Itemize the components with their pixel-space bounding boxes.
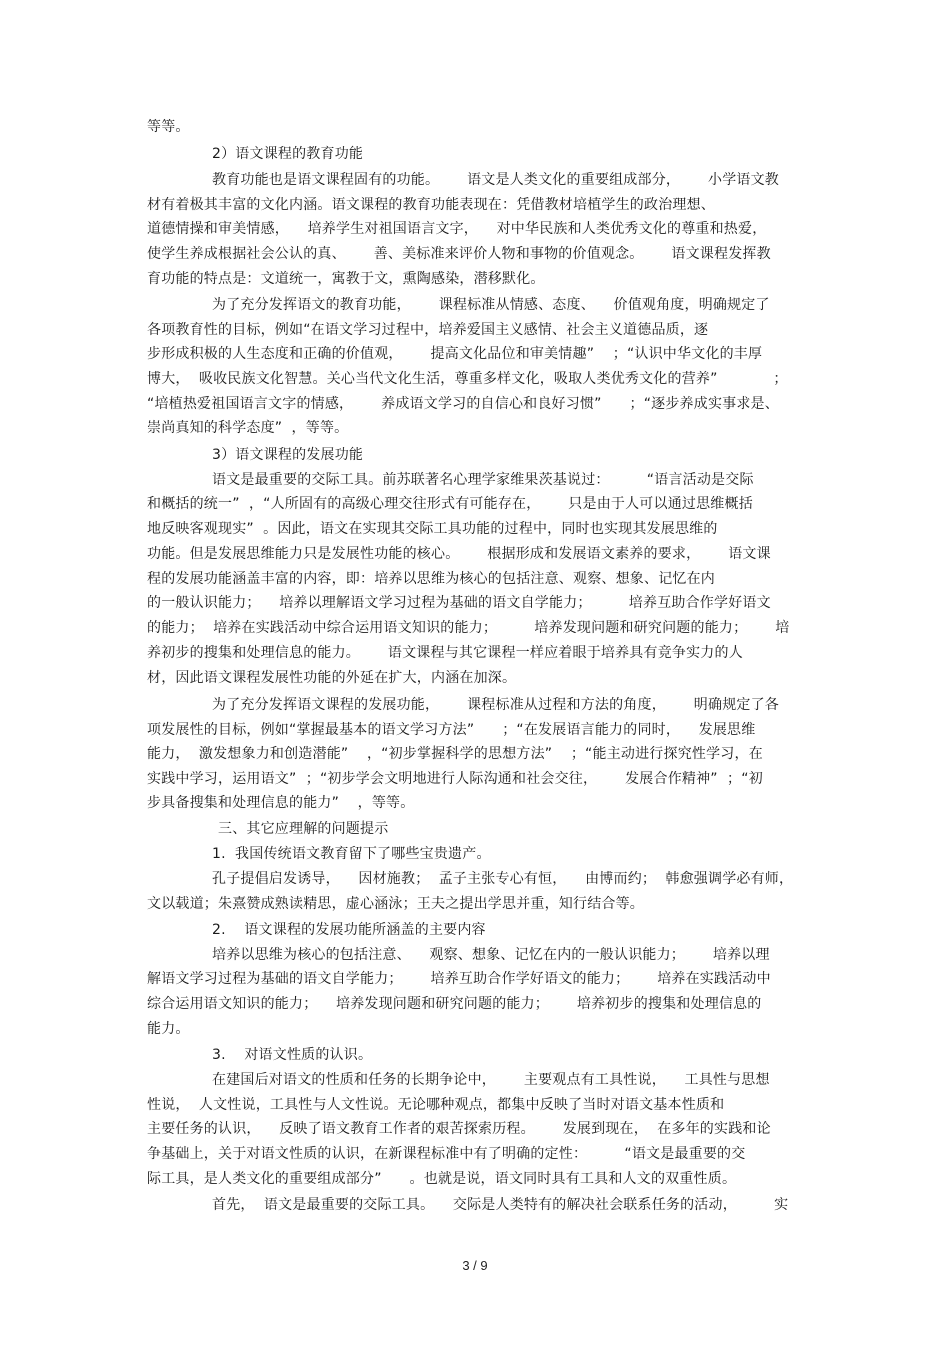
text-line: 的能力； 培养在实践活动中综合运用语文知识的能力； 培养发现问题和研究问题的能力； 培 xyxy=(147,620,790,636)
text-line: 功能。但是发展思维能力只是发展性功能的核心。 根据形成和发展语文素养的要求， 语文课 xyxy=(147,546,771,562)
text-line: 三、其它应理解的问题提示 xyxy=(218,821,389,837)
text-line: 程的发展功能涵盖丰富的内容，即：培养以思维为核心的包括注意、观察、想象、记忆在内 xyxy=(147,571,715,587)
text-line: 能力。 xyxy=(147,1021,190,1037)
text-line: 2）语文课程的教育功能 xyxy=(212,146,364,162)
text-line: 步形成积极的人生态度和正确的价值观， 提高文化品位和审美情趣” ；“认识中华文化的丰厚 xyxy=(147,346,763,362)
text-line: 争基础上，关于对语文性质的认识，在新课程标准中有了明确的定性： “语文是最重要的交 xyxy=(147,1146,746,1162)
text-line: 性说， 人文性说，工具性与人文性说。无论哪种观点，都集中反映了当时对语文基本性质和 xyxy=(147,1097,725,1113)
text-line: 为了充分发挥语文课程的发展功能， 课程标准从过程和方法的角度， 明确规定了各 xyxy=(212,697,779,713)
text-line: 使学生养成根据社会公认的真、 善、美标准来评价人物和事物的价值观念。 语文课程发挥教 xyxy=(147,246,771,262)
text-line: 育功能的特点是：文道统一，寓教于文，熏陶感染，潜移默化。 xyxy=(147,271,545,287)
text-line: 主要任务的认识， 反映了语文教育工作者的艰苦探索历程。 发展到现在， 在多年的实践和论 xyxy=(147,1121,771,1137)
text-line: 和概括的统一” ，“人所固有的高级心理交往形式有可能存在， 只是由于人可以通过思维概括 xyxy=(147,496,753,512)
text-line: 的一般认识能力； 培养以理解语文学习过程为基础的语文自学能力； 培养互助合作学好语文 xyxy=(147,595,771,611)
text-line: 培养以思维为核心的包括注意、 观察、想象、记忆在内的一般认识能力； 培养以理 xyxy=(212,947,770,963)
text-line: 3）语文课程的发展功能 xyxy=(212,447,364,463)
text-line: 崇尚真知的科学态度” ，等等。 xyxy=(147,420,349,436)
text-line: 3. 对语文性质的认识。 xyxy=(212,1047,373,1063)
text-line: 为了充分发挥语文的教育功能， 课程标准从情感、态度、 价值观角度，明确规定了 xyxy=(212,297,770,313)
text-line: 实践中学习，运用语文” ；“初步学会文明地进行人际沟通和社会交往， 发展合作精神” ；“初 xyxy=(147,771,763,787)
page-number: 3 / 9 xyxy=(462,1258,488,1273)
text-line: 解语文学习过程为基础的语文自学能力； 培养互助合作学好语文的能力； 培养在实践活动中 xyxy=(147,971,771,987)
text-line: 语文是最重要的交际工具。前苏联著名心理学家维果茨基说过： “语言活动是交际 xyxy=(212,472,754,488)
text-line: 道德情操和审美情感， 培养学生对祖国语言文字， 对中华民族和人类优秀文化的尊重和热爱， xyxy=(147,221,767,237)
text-line: 养初步的搜集和处理信息的能力。 语文课程与其它课程一样应着眼于培养具有竞争实力的人 xyxy=(147,645,743,661)
text-line: 际工具，是人类文化的重要组成部分” 。也就是说，语文同时具有工具和人文的双重性质。 xyxy=(147,1171,737,1187)
text-line: 各项教育性的目标，例如“在语文学习过程中，培养爱国主义感情、社会主义道德品质，逐 xyxy=(147,322,709,338)
text-line: 孔子提倡启发诱导， 因材施教； 孟子主张专心有恒， 由博而约； 韩愈强调学必有师， xyxy=(212,871,794,887)
text-line: 项发展性的目标，例如“掌握最基本的语文学习方法” ；“在发展语言能力的同时， 发展思维 xyxy=(147,722,756,738)
text-line: 1. 我国传统语文教育留下了哪些宝贵遗产。 xyxy=(212,846,491,862)
text-line: 综合运用语文知识的能力； 培养发现问题和研究问题的能力； 培养初步的搜集和处理信息的 xyxy=(147,996,762,1012)
text-line: 博大， 吸收民族文化智慧。关心当代文化生活，尊重多样文化，吸取人类优秀文化的营养” ； xyxy=(147,371,788,387)
text-line: 步具备搜集和处理信息的能力” ，等等。 xyxy=(147,795,415,811)
text-line: 文以载道；朱熹赞成熟读精思，虚心涵泳；王夫之提出学思并重，知行结合等。 xyxy=(147,896,644,912)
text-line: 材，因此语文课程发展性功能的外延在扩大，内涵在加深。 xyxy=(147,670,517,686)
text-line: 能力， 激发想象力和创造潜能” ，“初步掌握科学的思想方法” ；“能主动进行探究性学习，在 xyxy=(147,746,763,762)
text-line: 在建国后对语文的性质和任务的长期争论中， 主要观点有工具性说， 工具性与思想 xyxy=(212,1072,770,1088)
text-line: 首先， 语文是最重要的交际工具。 交际是人类特有的解决社会联系任务的活动， 实 xyxy=(212,1197,789,1213)
text-line: 等等。 xyxy=(147,119,190,135)
text-line: “培植热爱祖国语言文字的情感， 养成语文学习的自信心和良好习惯” ；“逐步养成实事求是、 xyxy=(147,396,779,412)
text-line: 2. 语文课程的发展功能所涵盖的主要内容 xyxy=(212,922,486,938)
text-line: 地反映客观现实” 。因此，语文在实现其交际工具功能的过程中，同时也实现其发展思维的 xyxy=(147,521,718,537)
text-line: 教育功能也是语文课程固有的功能。 语文是人类文化的重要组成部分， 小学语文教 xyxy=(212,172,779,188)
text-line: 材有着极其丰富的文化内涵。语文课程的教育功能表现在：凭借教材培植学生的政治理想、 xyxy=(147,197,715,213)
